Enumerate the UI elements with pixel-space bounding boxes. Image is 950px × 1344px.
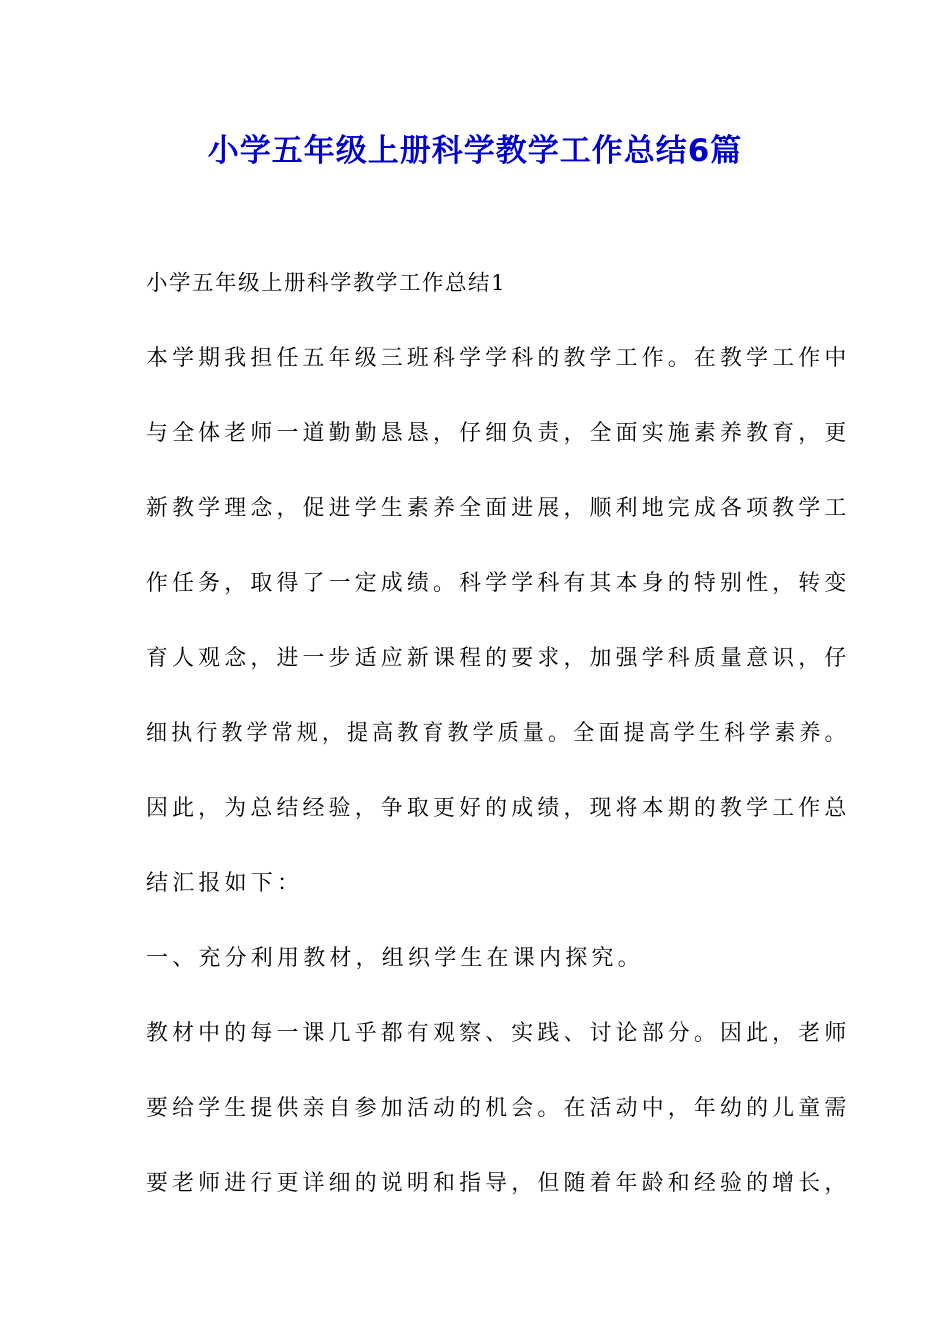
paragraph-line: 作任务，取得了一定成绩。科学学科有其本身的特别性，转变 [146, 571, 851, 596]
document-title: 小学五年级上册科学教学工作总结6篇 [207, 133, 743, 169]
paragraph-line: 本学期我担任五年级三班科学学科的教学工作。在教学工作中 [146, 346, 851, 371]
paragraph-line: 新教学理念，促进学生素养全面进展，顺利地完成各项教学工 [146, 496, 851, 521]
section-heading: 小学五年级上册科学教学工作总结1 [146, 271, 507, 296]
paragraph-line: 育人观念，进一步适应新课程的要求，加强学科质量意识，仔 [146, 646, 851, 671]
paragraph-line: 细执行教学常规，提高教育教学质量。全面提高学生科学素养。 [146, 721, 850, 746]
paragraph-line: 教材中的每一课几乎都有观察、实践、讨论部分。因此，老师 [146, 1021, 851, 1046]
paragraph-line: 与全体老师一道勤勤恳恳，仔细负责，全面实施素养教育，更 [146, 421, 851, 446]
paragraph-line: 要老师进行更详细的说明和指导，但随着年龄和经验的增长， [146, 1171, 851, 1196]
paragraph-line: 要给学生提供亲自参加活动的机会。在活动中，年幼的儿童需 [146, 1096, 851, 1121]
section-heading: 一、充分利用教材，组织学生在课内探究。 [146, 946, 644, 971]
paragraph-line: 结汇报如下： [146, 871, 304, 896]
paragraph-line: 因此，为总结经验，争取更好的成绩，现将本期的教学工作总 [146, 796, 851, 821]
